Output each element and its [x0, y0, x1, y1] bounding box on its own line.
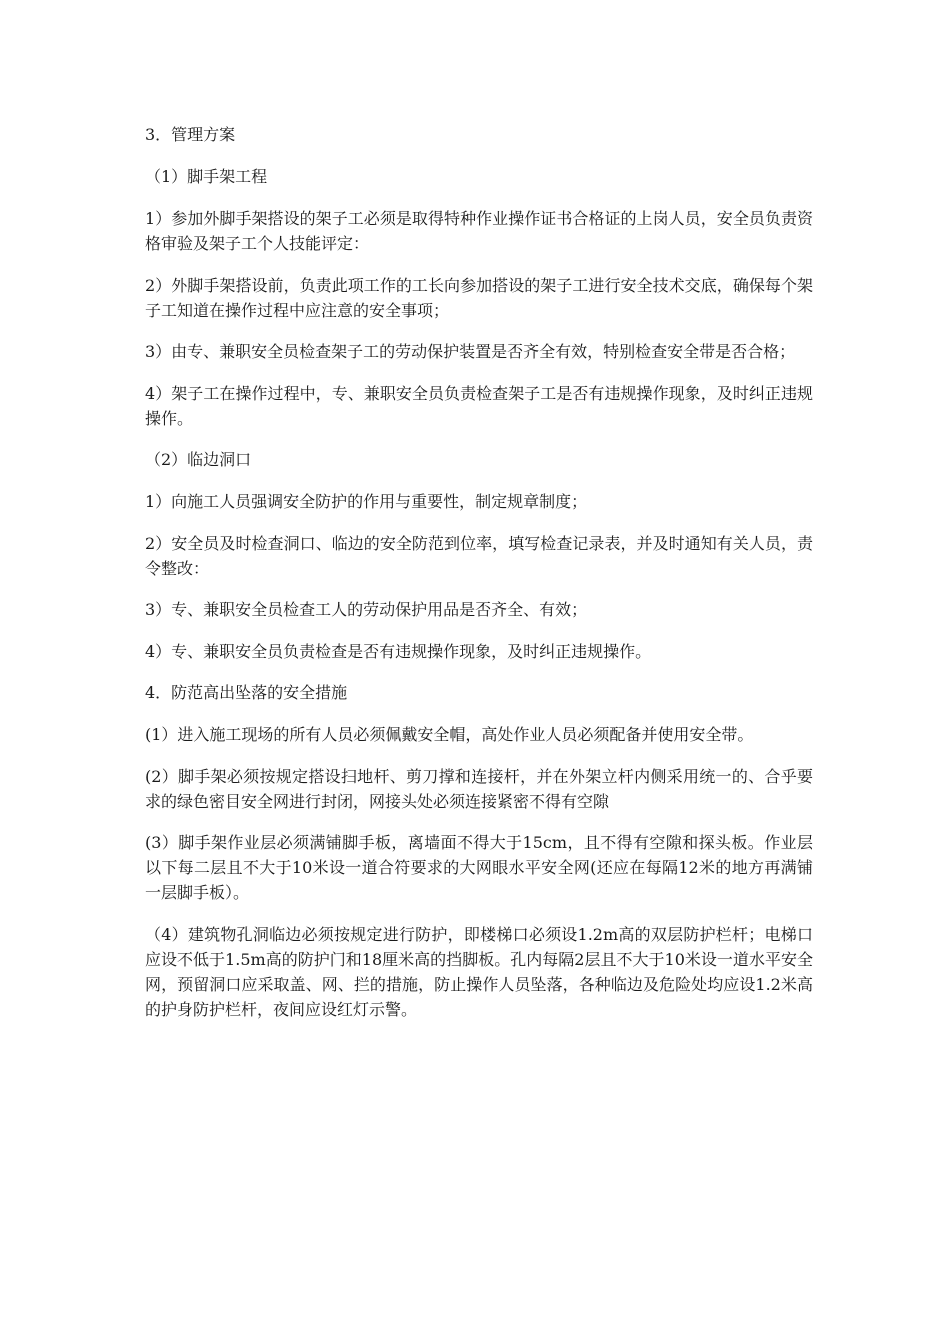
paragraph-fall-4: （4）建筑物孔洞临边必须按规定进行防护，即楼梯口必须设1.2m高的双层防护栏杆；电梯口应设不低于1.5m高的防护门和18厘米高的挡脚板。孔内每隔2层且不大于10米设一道水平安全网，预留洞口应采取盖、网、拦的措施，防止操作人员坠落，各种临边及危险处均应设1.2米高的护身防护栏杆，夜间应设红灯示警。 [145, 924, 813, 1019]
document-page [145, 122, 813, 1038]
section-heading-fall-prevention: 4．防范高出坠落的安全措施 [145, 683, 348, 702]
section-heading-management-plan: 3．管理方案 [145, 125, 236, 144]
paragraph-edge-1: 1）向施工人员强调安全防护的作用与重要性，制定规章制度； [145, 492, 588, 511]
paragraph-edge-3: 3）专、兼职安全员检查工人的劳动保护用品是否齐全、有效； [145, 600, 588, 619]
paragraph-edge-4: 4）专、兼职安全员负责检查是否有违规操作现象，及时纠正违规操作。 [145, 641, 652, 661]
paragraph-scaffolding-1: 1）参加外脚手架搭设的架子工必须是取得特种作业操作证书合格证的上岗人员，安全员负责资格审验及架子工个人技能评定： [145, 209, 813, 253]
paragraph-edge-2: 2）安全员及时检查洞口、临边的安全防范到位率，填写检查记录表，并及时通知有关人员，责令整改： [145, 533, 813, 578]
paragraph-scaffolding-3: 3）由专、兼职安全员检查架子工的劳动保护装置是否齐全有效，特别检查安全带是否合格； [145, 342, 796, 361]
paragraph-scaffolding-2: 2）外脚手架搭设前，负责此项工作的工长向参加搭设的架子工进行安全技术交底，确保每个架子工知道在操作过程中应注意的安全事项； [145, 275, 813, 320]
paragraph-fall-1: (1）进入施工现场的所有人员必须佩戴安全帽，高处作业人员必须配备并使用安全带。 [145, 725, 754, 744]
subheading-scaffolding: （1）脚手架工程 [145, 167, 268, 186]
paragraph-fall-2: (2）脚手架必须按规定搭设扫地杆、剪刀撑和连接杆，并在外架立杆内侧采用统一的、合乎要求的绿色密目安全网进行封闭，网接头处必须连接紧密不得有空隙 [145, 766, 813, 811]
subheading-edge-openings: （2）临边洞口 [145, 450, 252, 469]
paragraph-scaffolding-4: 4）架子工在操作过程中，专、兼职安全员负责检查架子工是否有违规操作现象，及时纠正违规操作。 [145, 383, 813, 428]
paragraph-fall-3: (3）脚手架作业层必须满铺脚手板，离墙面不得大于15cm，且不得有空隙和探头板。作业层以下每二层且不大于10米设一道合符要求的大网眼水平安全网(还应在每隔12米的地方再满铺一层脚手板）。 [145, 833, 813, 902]
